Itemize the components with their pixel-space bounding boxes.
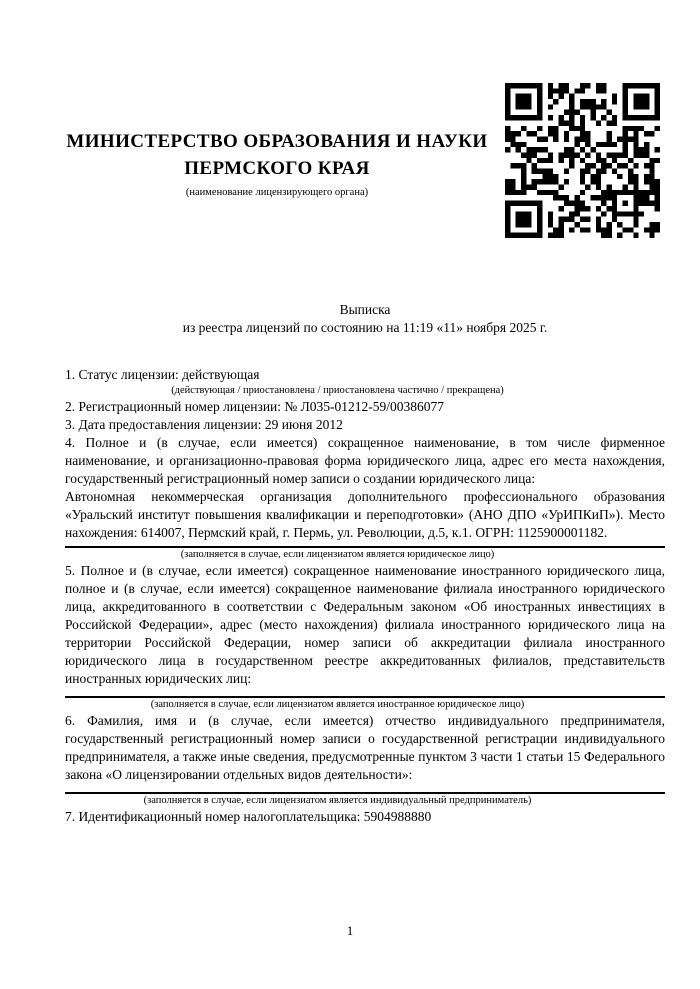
- document-title: Выписка: [339, 302, 391, 317]
- field-foreign-entity-question: 5. Полное и (в случае, если имеется) сокращенное наименование иностранного юридического лица, полное и (в случае, если имеется) сокращенное наименование филиала иностранного юридического лица, аккредитованного в соответствии с Федеральным законом «Об иностранных инвестициях в Российской Федерации», адрес (место нахождения) филиала иностранного юридического лица на территории Российской Федерации, номер записи об аккредитации филиала иностранного юридического лица в государственном реестре аккредитованных филиалов, представительств иностранных юридических лиц:: [65, 563, 665, 686]
- licensing-authority-header: [65, 128, 489, 199]
- field-taxpayer-number: 7. Идентификационный номер налогоплательщика: 5904988880: [65, 809, 432, 824]
- field-foreign-entity-caption: (заполняется в случае, если лицензиатом является иностранное юридическое лицо): [150, 699, 525, 710]
- field-license-status: 1. Статус лицензии: действующая: [65, 367, 260, 382]
- field-legal-entity-caption: (заполняется в случае, если лицензиатом является юридическое лицо): [180, 549, 495, 560]
- field-entrepreneur-question: 6. Фамилия, имя и (в случае, если имеется) отчество индивидуального предпринимателя, государственный регистрационный номер записи о государственной регистрации индивидуального предпринимателя, а также иные сведения, предусмотренные пунктом 3 части 1 статьи 15 Федерального закона «О лицензировании отдельных видов деятельности»:: [65, 713, 665, 782]
- page-number: 1: [346, 923, 354, 938]
- document-subtitle: из реестра лицензий по состоянию на 11:19 «11» ноября 2025 г.: [182, 320, 548, 335]
- authority-field-caption: (наименование лицензирующего органа): [185, 187, 369, 198]
- qr-code: [505, 83, 660, 238]
- field-entrepreneur-caption: (заполняется в случае, если лицензиатом является индивидуальный предприниматель): [143, 795, 532, 806]
- ministry-name-line2: ПЕРМСКОГО КРАЯ: [184, 158, 370, 179]
- field-legal-entity-question: 4. Полное и (в случае, если имеется) сокращенное наименование, в том числе фирменное наименование, и организационно-правовая форма юридического лица, адрес его места нахождения, государственный регистрационный номер записи о создании юридического лица:: [65, 435, 665, 486]
- ministry-name-line1: МИНИСТЕРСТВО ОБРАЗОВАНИЯ И НАУКИ: [66, 131, 488, 152]
- field-registration-number: 2. Регистрационный номер лицензии: № Л035-01212-59/00386077: [65, 399, 445, 414]
- document-title-block: [65, 301, 665, 337]
- field-legal-entity-answer: Автономная некоммерческая организация дополнительного профессионального образования «Уральский институт повышения квалификации и переподготовки» (АНО ДПО «УрИПКиП»). Место нахождения: 614007, Пермский край, г. Пермь, ул. Революции, д.5, к.1. ОГРН: 1125900001182.: [65, 489, 665, 540]
- field-grant-date: 3. Дата предоставления лицензии: 29 июня 2012: [65, 417, 343, 432]
- field-license-status-caption: (действующая / приостановлена / приостановлена частично / прекращена): [171, 385, 504, 396]
- document-body: [65, 366, 665, 826]
